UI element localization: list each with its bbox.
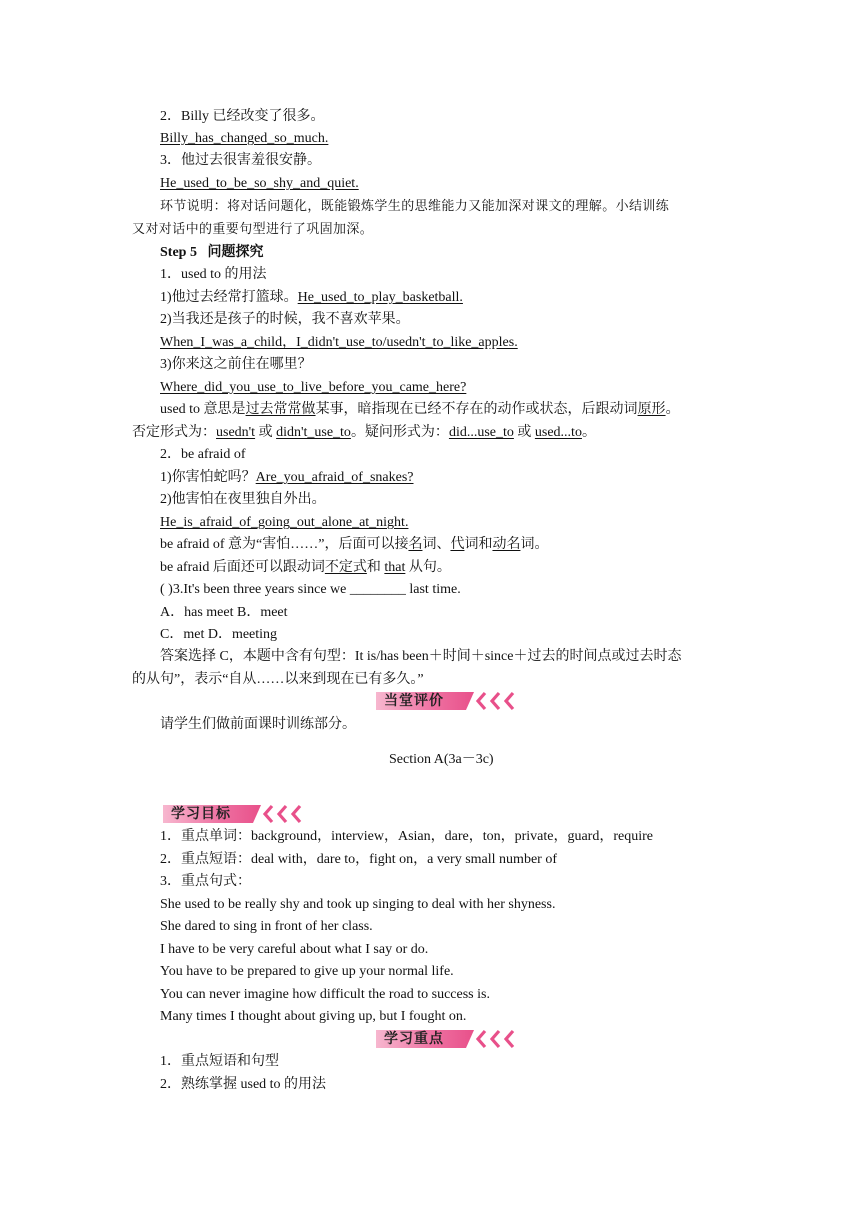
- line-15-g: 或: [513, 425, 535, 440]
- line-21-e: 从句。: [405, 560, 451, 575]
- line-20-d: 代: [450, 537, 465, 552]
- question-3-options-cd: C．met D．meeting: [160, 627, 278, 642]
- line-20: [160, 536, 548, 554]
- line-14: [160, 401, 680, 419]
- line-17-answer: Are_you_afraid_of_snakes?: [255, 470, 414, 485]
- line-36: You can never imagine how difficult the road to success is.: [160, 987, 490, 1002]
- line-17-cn: 1)你害怕蛇吗？: [160, 470, 256, 485]
- line-9-answer: He_used_to_play_basketball.: [297, 290, 463, 305]
- banner-objectives: [163, 803, 313, 825]
- answer-line-1: 答案选择 C，本题中含有句型：It is/has been＋时间＋since＋过去的时间点或过去时态: [160, 649, 682, 664]
- question-3: ( )3.It's been three years since we ________ last time.: [160, 582, 461, 597]
- line-20-c: 词、: [422, 537, 451, 552]
- line-15-f: did...use_to: [448, 425, 514, 440]
- chevron-left-icon: [261, 803, 275, 825]
- chevron-left-icon: [502, 690, 516, 712]
- line-38: 1．重点短语和句型: [160, 1054, 279, 1069]
- line-14-e: 。: [665, 402, 680, 417]
- line-20-f: 动名: [492, 537, 521, 552]
- line-30: 2．重点短语：deal with，dare to，fight on，a very small number of: [160, 852, 557, 867]
- section-title: Section A(3a－3c): [389, 752, 494, 767]
- step-number: Step 5: [160, 245, 197, 260]
- banner-key-points-label: 学习重点: [384, 1031, 444, 1047]
- line-14-b: 过去常常做: [245, 402, 316, 417]
- line-8: 1．used to 的用法: [160, 267, 267, 282]
- line-14-d: 原形: [637, 402, 666, 417]
- line-14-c: 某事，暗指现在已经不存在的动作或状态，后跟动词: [315, 402, 638, 417]
- note-line-2: 又对对话中的重要句型进行了巩固加深。: [132, 222, 374, 237]
- line-17: [160, 469, 414, 487]
- line-9: [160, 289, 463, 307]
- chevron-left-icon: [289, 803, 303, 825]
- chevron-left-icon: [502, 1028, 516, 1050]
- line-15-b: usedn't: [216, 425, 256, 440]
- line-16: 2．be afraid of: [160, 447, 246, 462]
- chevron-left-icon: [488, 1028, 502, 1050]
- line-15: [132, 424, 596, 442]
- line-35: You have to be prepared to give up your normal life.: [160, 964, 454, 979]
- line-37: Many times I thought about giving up, but I fought on.: [160, 1009, 467, 1024]
- line-3: 3．他过去很害羞很安静。: [160, 153, 321, 168]
- line-18: 2)他害怕在夜里独自外出。: [160, 492, 326, 507]
- line-19: He_is_afraid_of_going_out_alone_at_night.: [160, 515, 409, 530]
- line-20-e: 词和: [464, 537, 493, 552]
- chevron-left-icon: [275, 803, 289, 825]
- step-heading: [160, 244, 263, 262]
- line-4: He_used_to_be_so_shy_and_quiet.: [160, 176, 359, 191]
- line-15-e: 。疑问形式为：: [350, 425, 449, 440]
- answer-line-2: 的从句”，表示“自从……以来到现在已有多久。”: [132, 672, 424, 687]
- note-line-1: 环节说明：将对话问题化，既能锻炼学生的思维能力又能加深对课文的理解。小结训练: [160, 199, 670, 214]
- chevron-left-icon: [474, 1028, 488, 1050]
- line-32: She used to be really shy and took up singing to deal with her shyness.: [160, 897, 556, 912]
- line-15-d: didn't_use_to: [276, 425, 351, 440]
- step-title: 问题探究: [207, 245, 264, 260]
- line-12: 3)你来这之前住在哪里？: [160, 357, 312, 372]
- banner-objectives-label: 学习目标: [171, 806, 231, 822]
- line-11: When_I_was_a_child，I_didn't_use_to/usedn't_to_like_apples.: [160, 335, 518, 350]
- line-15-h: used...to: [534, 425, 582, 440]
- line-20-b: 名: [408, 537, 423, 552]
- line-15-c: 或: [255, 425, 277, 440]
- line-29: 1．重点单词：background，interview，Asian，dare，ton，private，guard，require: [160, 829, 653, 844]
- banner-evaluation: [376, 690, 526, 712]
- line-10: 2)当我还是孩子的时候，我不喜欢苹果。: [160, 312, 410, 327]
- line-27: 请学生们做前面课时训练部分。: [160, 717, 356, 732]
- line-13: Where_did_you_use_to_live_before_you_came_here?: [160, 380, 467, 395]
- line-21-a: be afraid 后面还可以跟动词: [160, 560, 325, 575]
- line-20-a: be afraid of 意为“害怕……”，后面可以接: [160, 537, 409, 552]
- line-9-cn: 1)他过去经常打篮球。: [160, 290, 298, 305]
- line-39: 2．熟练掌握 used to 的用法: [160, 1077, 327, 1092]
- line-21-d: that: [384, 560, 406, 575]
- banner-key-points: [376, 1028, 526, 1050]
- line-33: She dared to sing in front of her class.: [160, 919, 373, 934]
- line-15-a: 否定形式为：: [132, 425, 216, 440]
- line-2: Billy_has_changed_so_much.: [160, 131, 329, 146]
- line-14-a: used to 意思是: [160, 402, 246, 417]
- line-15-i: 。: [581, 425, 596, 440]
- line-34: I have to be very careful about what I say or do.: [160, 942, 429, 957]
- chevron-left-icon: [488, 690, 502, 712]
- line-21-b: 不定式: [324, 560, 367, 575]
- chevron-left-icon: [474, 690, 488, 712]
- line-20-g: 词。: [520, 537, 549, 552]
- line-21: [160, 559, 451, 577]
- line-21-c: 和: [366, 560, 385, 575]
- line-1: 2．Billy 已经改变了很多。: [160, 109, 325, 124]
- line-31: 3．重点句式：: [160, 874, 251, 889]
- question-3-options-ab: A．has meet B．meet: [160, 605, 288, 620]
- banner-evaluation-label: 当堂评价: [384, 693, 444, 709]
